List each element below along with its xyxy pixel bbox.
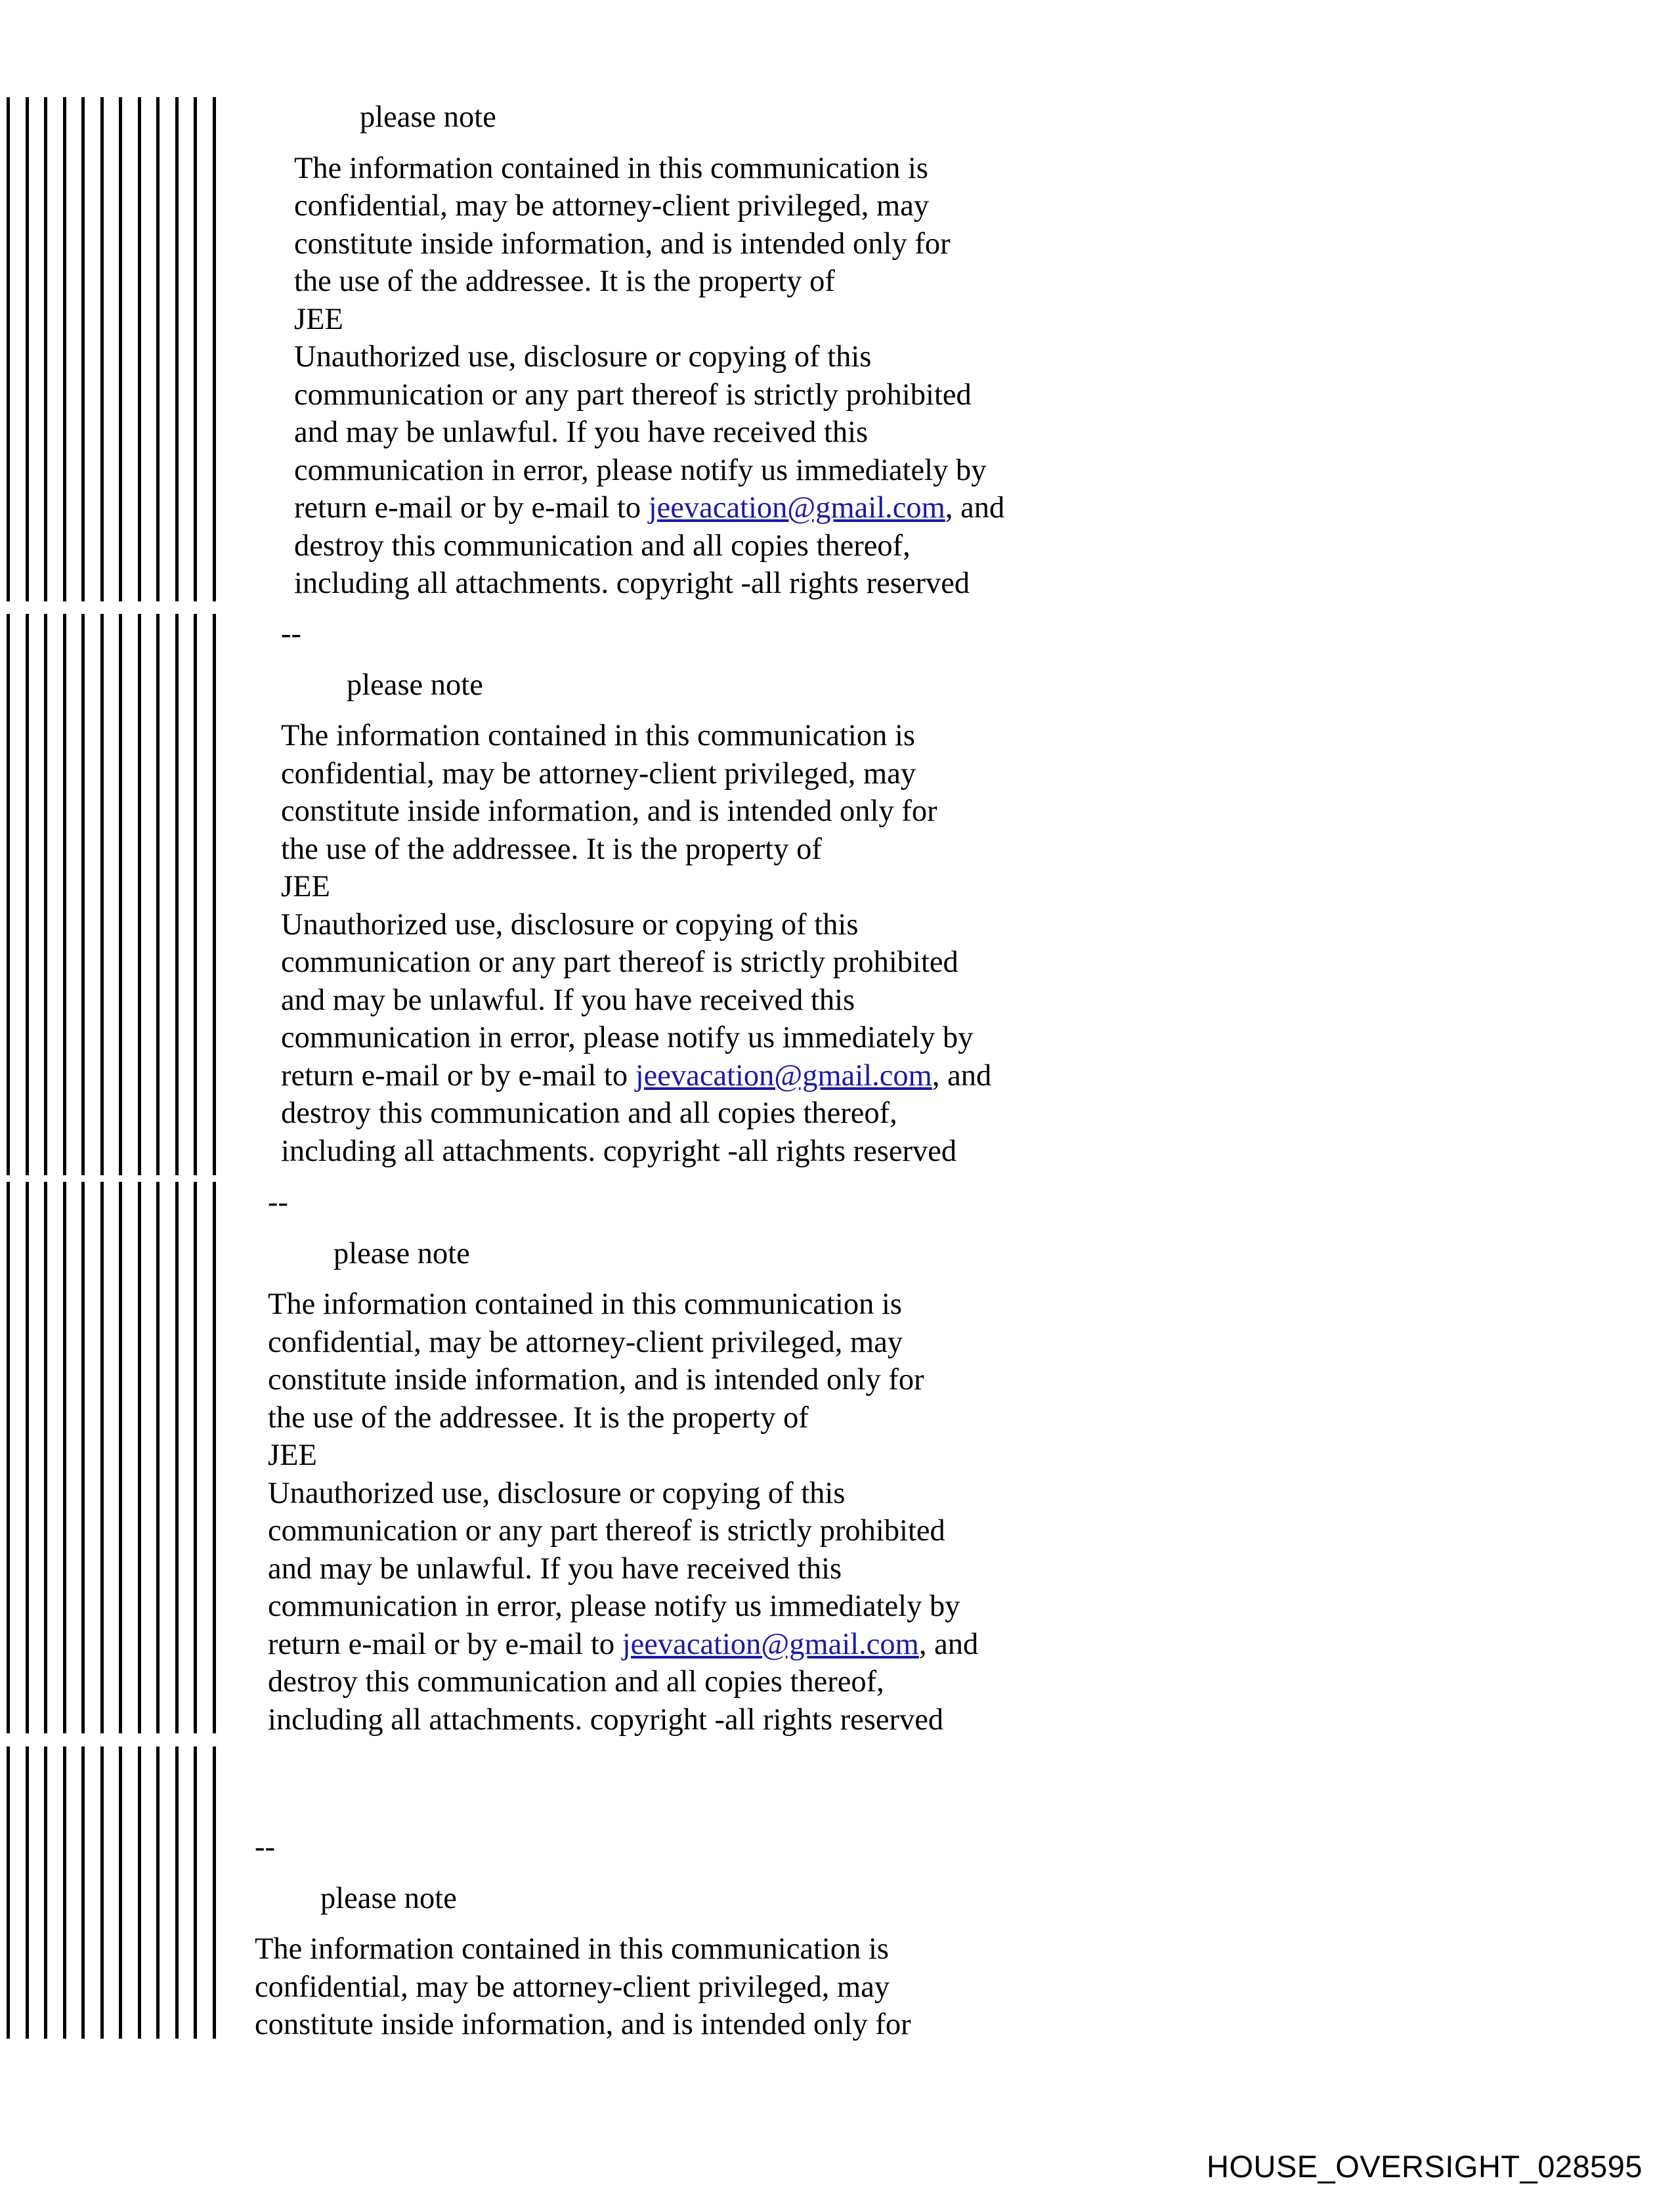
text-line: destroy this communication and all copies thereof,	[281, 1096, 897, 1130]
please-note: please note	[347, 668, 483, 702]
quote-bar	[100, 1182, 104, 1733]
quote-bar	[175, 1182, 179, 1733]
text-line: including all attachments. copyright -all rights reserved	[294, 567, 970, 600]
quote-bar	[175, 97, 179, 601]
text-line: communication in error, please notify us immediately by	[268, 1590, 960, 1623]
quote-bar	[156, 614, 160, 1175]
text-line: and may be unlawful. If you have received this	[268, 1551, 842, 1586]
text-line: constitute inside information, and is intended only for	[268, 1363, 924, 1397]
email-link[interactable]: jeevacation@gmail.com	[635, 1058, 932, 1093]
quote-bar	[26, 97, 29, 601]
separator: --	[281, 617, 301, 651]
quote-bar	[138, 614, 141, 1175]
text-line: the use of the addressee. It is the property of	[268, 1400, 809, 1435]
text-line: and may be unlawful. If you have received this	[281, 983, 855, 1017]
email-line	[281, 1057, 991, 1095]
quote-bar	[44, 97, 47, 601]
quote-bar	[119, 614, 122, 1175]
email-suffix: , and	[945, 491, 1005, 525]
disclaimer-block-3	[268, 1184, 978, 1739]
email-line	[268, 1626, 978, 1664]
text-line: The information contained in this communication is	[255, 1932, 889, 1966]
text-line: JEE	[294, 302, 343, 336]
quote-bar	[7, 1746, 10, 2039]
text-line: Unauthorized use, disclosure or copying of this	[281, 907, 859, 942]
quote-bar	[194, 1182, 197, 1733]
text-line: communication in error, please notify us immediately by	[294, 453, 987, 487]
quote-bar	[100, 614, 104, 1175]
quote-bar	[138, 1182, 141, 1733]
text-line: confidential, may be attorney-client privileged, may	[255, 1970, 890, 2004]
quote-bar	[175, 614, 179, 1175]
quote-bar	[119, 97, 122, 601]
text-line: communication in error, please notify us immediately by	[281, 1021, 974, 1054]
quote-bar	[100, 97, 104, 601]
quote-bar	[63, 1746, 66, 2039]
email-suffix: , and	[932, 1058, 992, 1093]
quote-bar	[213, 1746, 216, 2039]
quote-bar	[213, 1182, 216, 1733]
text-line: constitute inside information, and is intended only for	[281, 794, 937, 828]
email-link[interactable]: jeevacation@gmail.com	[622, 1627, 919, 1661]
quote-bar	[81, 614, 85, 1175]
separator: --	[255, 1831, 275, 1864]
please-note: please note	[333, 1236, 470, 1270]
text-line: JEE	[281, 870, 330, 903]
text-line: The information contained in this communication is	[281, 719, 915, 752]
quote-bar	[175, 1746, 179, 2039]
please-note: please note	[360, 100, 496, 134]
text-line: Unauthorized use, disclosure or copying of this	[268, 1476, 846, 1510]
separator: --	[268, 1186, 288, 1219]
quote-bar	[119, 1182, 122, 1733]
text-line: JEE	[268, 1439, 317, 1472]
text-line: confidential, may be attorney-client privileged, may	[268, 1325, 903, 1359]
quote-bar	[100, 1746, 104, 2039]
quote-bar	[81, 97, 85, 601]
quote-bar	[81, 1746, 85, 2039]
quote-bar	[26, 1746, 29, 2039]
quote-bar	[194, 614, 197, 1175]
text-line: and may be unlawful. If you have received this	[294, 416, 869, 449]
text-line: Unauthorized use, disclosure or copying of this	[294, 340, 872, 374]
quote-bar	[81, 1182, 85, 1733]
quote-bar	[26, 1182, 29, 1733]
disclaimer-block-2	[281, 615, 991, 1170]
quote-bar	[194, 1746, 197, 2039]
email-prefix: return e-mail or by e-mail to	[268, 1627, 622, 1661]
text-line: including all attachments. copyright -all rights reserved	[268, 1702, 944, 1737]
text-line: The information contained in this communication is	[268, 1288, 902, 1321]
quote-bar	[213, 97, 216, 601]
text-line: communication or any part thereof is strictly prohibited	[268, 1514, 945, 1548]
text-line: The information contained in this communication is	[294, 151, 928, 185]
email-line	[294, 489, 1004, 527]
quote-bar	[156, 1182, 160, 1733]
quote-bar	[156, 1746, 160, 2039]
text-line: constitute inside information, and is intended only for	[255, 2008, 911, 2041]
quote-bar	[156, 97, 160, 601]
quote-bar	[138, 97, 141, 601]
quote-bar	[7, 1182, 10, 1733]
bates-number: HOUSE_OVERSIGHT_028595	[1207, 2149, 1643, 2184]
please-note: please note	[320, 1881, 457, 1915]
quote-bar	[44, 1182, 47, 1733]
quote-bar	[7, 614, 10, 1175]
quote-bar	[63, 97, 66, 601]
text-line: confidential, may be attorney-client privileged, may	[294, 189, 930, 223]
quote-bar	[63, 614, 66, 1175]
text-line: communication or any part thereof is strictly prohibited	[281, 945, 958, 979]
text-line: the use of the addressee. It is the property of	[294, 265, 835, 298]
disclaimer-block-1	[294, 98, 1004, 603]
quote-bar	[7, 97, 10, 601]
email-suffix: , and	[918, 1627, 979, 1661]
quote-bar	[213, 614, 216, 1175]
quote-bar	[44, 614, 47, 1175]
quote-bar	[194, 97, 197, 601]
quote-bar	[119, 1746, 122, 2039]
quote-bar	[138, 1746, 141, 2039]
text-line: destroy this communication and all copies thereof,	[294, 529, 911, 563]
disclaimer-block-4	[255, 1829, 911, 2044]
quote-bar	[63, 1182, 66, 1733]
text-line: destroy this communication and all copies thereof,	[268, 1665, 884, 1699]
quote-bar	[44, 1746, 47, 2039]
text-line: communication or any part thereof is strictly prohibited	[294, 378, 972, 412]
text-line: constitute inside information, and is intended only for	[294, 227, 951, 261]
email-prefix: return e-mail or by e-mail to	[294, 491, 649, 525]
email-prefix: return e-mail or by e-mail to	[281, 1058, 635, 1093]
quote-bar	[26, 614, 29, 1175]
text-line: the use of the addressee. It is the property of	[281, 832, 822, 866]
text-line: confidential, may be attorney-client privileged, may	[281, 756, 916, 791]
email-link[interactable]: jeevacation@gmail.com	[648, 491, 945, 525]
text-line: including all attachments. copyright -all rights reserved	[281, 1134, 957, 1168]
